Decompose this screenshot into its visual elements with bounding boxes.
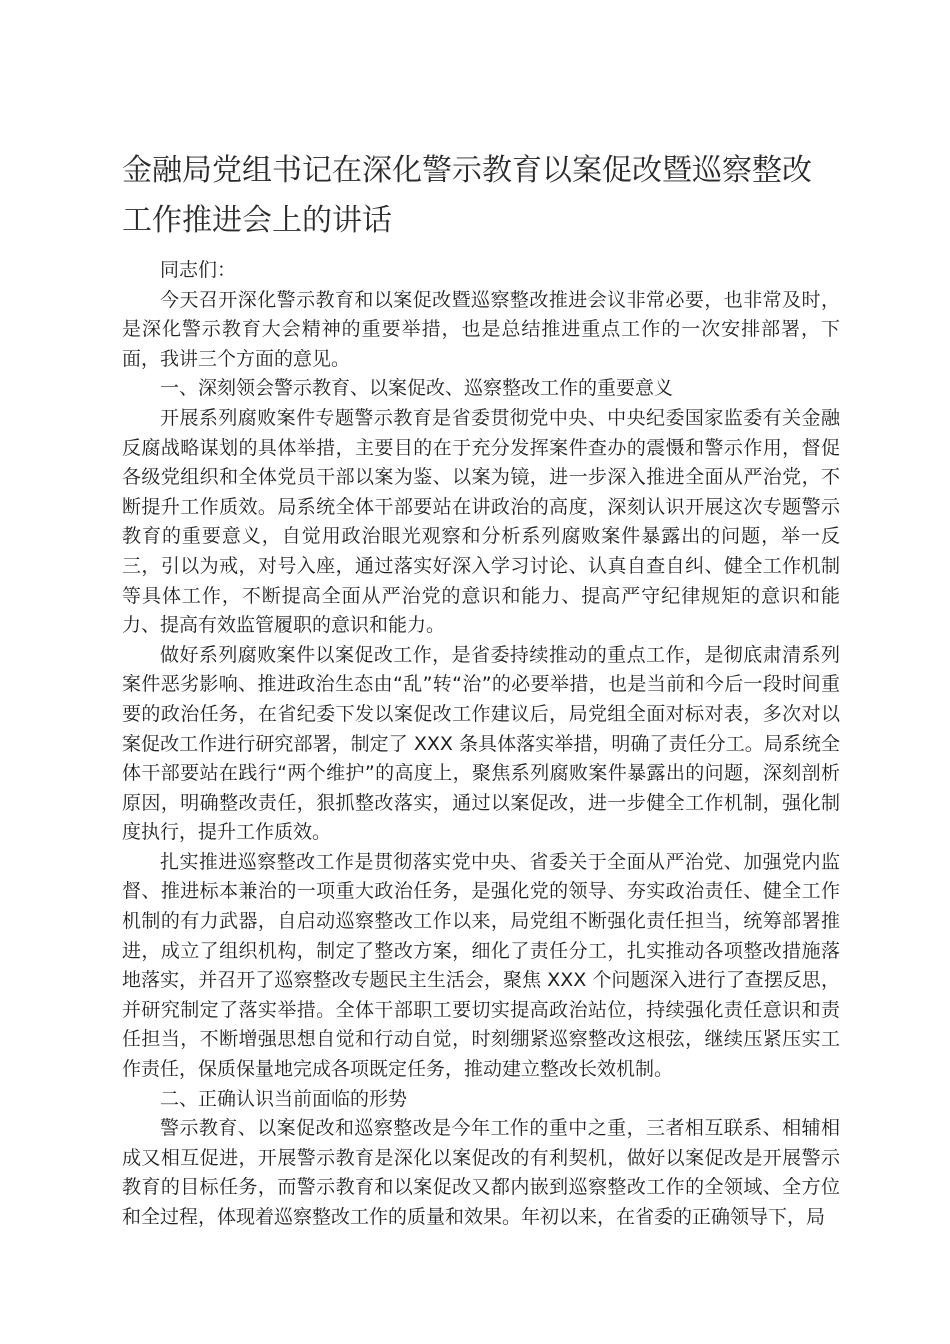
- paragraph: 警示教育、以案促改和巡察整改是今年工作的重中之重，三者相互联系、相辅相成又相互促进，开展警示教育是深化以案促改的有利契机，做好以案促改是开展警示教育的目标任务，而警示教育和以案促改又都内嵌到巡察整改工作的全领域、全方位和全过程，体现着巡察整改工作的质量和效果。年初以来，在省委的正确领导下，局: [122, 1117, 840, 1228]
- paragraph: 今天召开深化警示教育和以案促改暨巡察整改推进会议非常必要，也非常及时，是深化警示教育大会精神的重要举措，也是总结推进重点工作的一次安排部署，下面，我讲三个方面的意见。: [122, 288, 840, 370]
- salutation: 同志们：: [160, 259, 237, 281]
- section-heading: 二、正确认识当前面临的形势: [160, 1087, 408, 1110]
- document-body: [122, 256, 840, 1233]
- paragraph: 做好系列腐败案件以案促改工作，是省委持续推动的重点工作，是彻底肃清系列案件恶劣影响、推进政治生态由“乱”转“治”的必要举措，也是当前和今后一段时间重要的政治任务，在省纪委下发以案促改工作建议后，局党组全面对标对表，多次对以案促改工作进行研究部署，制定了 XXX 条具体落实举措，明确了责任分工。局系统全体干部要站在践行“两个维护”的高度上，聚焦系列腐败案件暴露出的问题，深刻剖析原因，明确整改责任，狠抓整改落实，通过以案促改，进一步健全工作机制，强化制度执行，提升工作质效。: [122, 643, 840, 844]
- paragraph: 扎实推进巡察整改工作是贯彻落实党中央、省委关于全面从严治党、加强党内监督、推进标本兼治的一项重大政治任务，是强化党的领导、夯实政治责任、健全工作机制的有力武器，自启动巡察整改工作以来，局党组不断强化责任担当，统筹部署推进，成立了组织机构，制定了整改方案，细化了责任分工，扎实推动各项整改措施落地落实，并召开了巡察整改专题民主生活会，聚焦 XXX 个问题深入进行了查摆反思，并研究制定了落实举措。全体干部职工要切实提高政治站位，持续强化责任意识和责任担当，不断增强思想自觉和行动自觉，时刻绷紧巡察整改这根弦，继续压紧压实工作责任，保质保量地完成各项既定任务，推动建立整改长效机制。: [122, 850, 840, 1081]
- section-heading: 一、深刻领会警示教育、以案促改、巡察整改工作的重要意义: [160, 377, 674, 400]
- paragraph: 开展系列腐败案件专题警示教育是省委贯彻党中央、中央纪委国家监委有关金融反腐战略谋划的具体举措，主要目的在于充分发挥案件查办的震慑和警示作用，督促各级党组织和全体党员干部以案为鉴、以案为镜，进一步深入推进全面从严治党，不断提升工作质效。局系统全体干部要站在讲政治的高度，深刻认识开展这次专题警示教育的重要意义，自觉用政治眼光观察和分析系列腐败案件暴露出的问题，举一反三，引以为戒，对号入座，通过落实好深入学习讨论、认真自查自纠、健全工作机制等具体工作，不断提高全面从严治党的意识和能力、提高严守纪律规矩的意识和能力、提高有效监管履职的意识和能力。: [122, 406, 840, 637]
- document-title: 金融局党组书记在深化警示教育以案促改暨巡察整改工作推进会上的讲话: [122, 153, 812, 238]
